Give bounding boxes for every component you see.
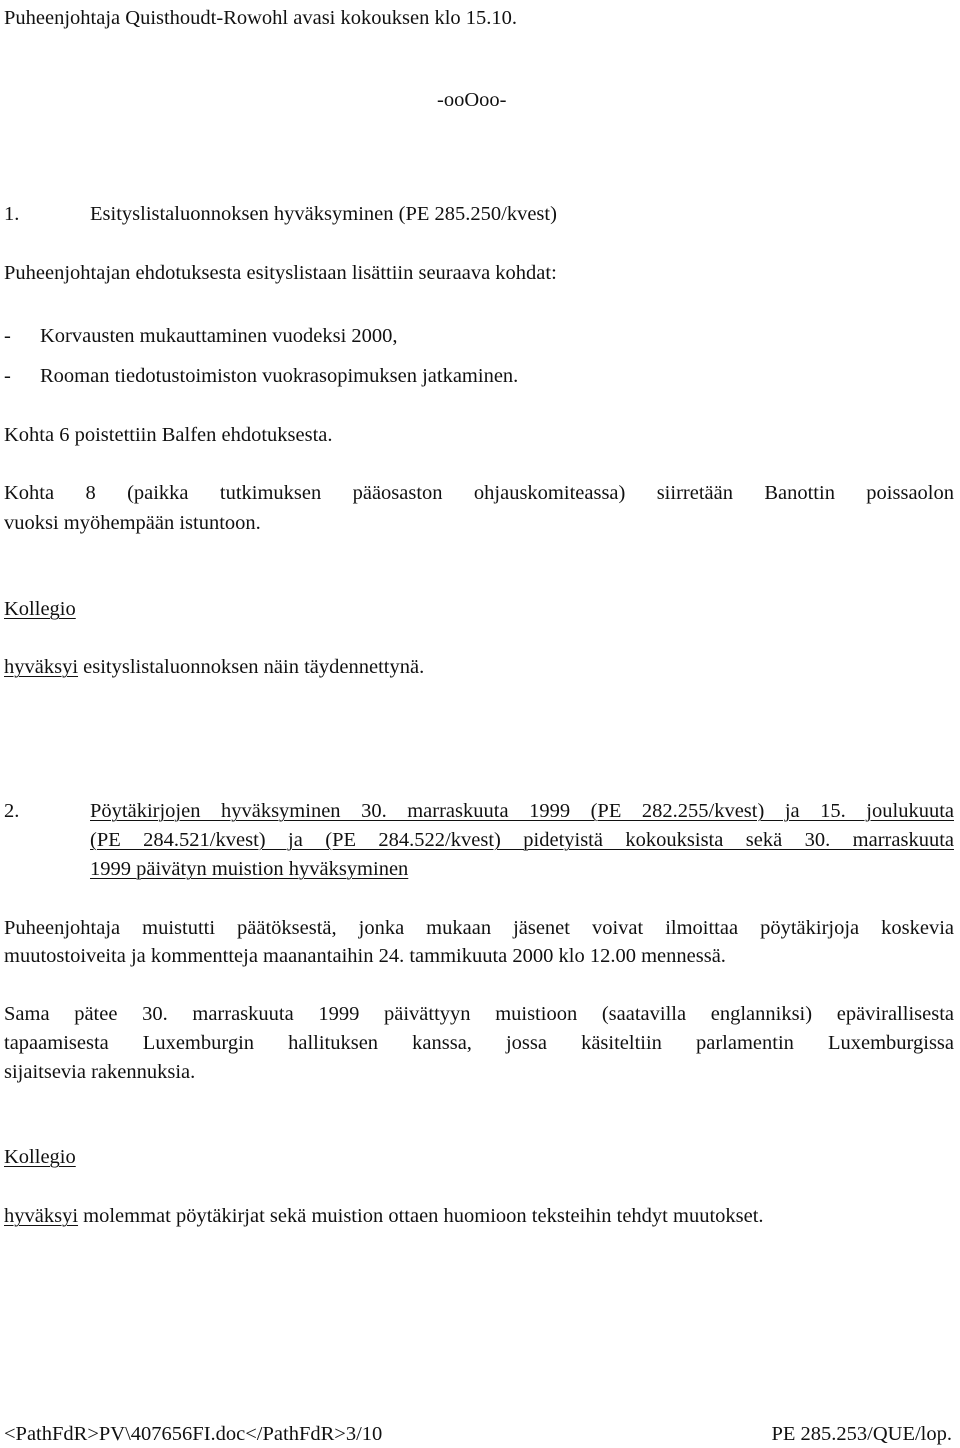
footer-path: <PathFdR>PV\407656FI.doc</PathFdR>3/10 xyxy=(4,1423,383,1445)
separator: -ooOoo- xyxy=(437,89,507,111)
item2-p1-line2: muutostoiveita ja kommentteja maanantaihin 24. tammikuuta 2000 klo 12.00 mennessä. xyxy=(4,945,726,967)
bullet-dash: - xyxy=(4,365,11,387)
item2-title-line2: (PE 284.521/kvest) ja (PE 284.522/kvest) pidetyistä kokouksista sekä 30. marraskuuta xyxy=(90,829,954,851)
item1-decision-text: esityslistaluonnoksen näin täydennettynä. xyxy=(78,656,425,678)
item1-college-heading: Kollegio xyxy=(4,598,76,620)
item2-decision-verb: hyväksyi xyxy=(4,1205,79,1227)
item2-title-line1: Pöytäkirjojen hyväksyminen 30. marraskuuta 1999 (PE 282.255/kvest) ja 15. joulukuuta xyxy=(90,800,954,822)
list-item: Korvausten mukauttaminen vuodeksi 2000, xyxy=(40,325,398,347)
footer-reference: PE 285.253/QUE/lop. xyxy=(771,1423,952,1445)
item1-number: 1. xyxy=(4,203,20,225)
item1-decision xyxy=(4,653,424,681)
item2-number: 2. xyxy=(4,800,20,822)
item2-p2-line3: sijaitsevia rakennuksia. xyxy=(4,1061,196,1083)
item1-postponed-line1: Kohta 8 (paikka tutkimuksen pääosaston ohjauskomiteassa) siirretään Banottin poissaolon xyxy=(4,482,954,504)
item2-p1-line1: Puheenjohtaja muistutti päätöksestä, jonka mukaan jäsenet voivat ilmoittaa pöytäkirjoja koskevia xyxy=(4,917,954,939)
item2-p2-line2: tapaamisesta Luxemburgin hallituksen kanssa, jossa käsiteltiin parlamentin Luxemburgissa xyxy=(4,1032,954,1054)
item1-postponed-line2: vuoksi myöhempään istuntoon. xyxy=(4,512,261,534)
item2-title-line3: 1999 päivätyn muistion hyväksyminen xyxy=(90,858,409,880)
item1-removed-note: Kohta 6 poistettiin Balfen ehdotuksesta. xyxy=(4,424,333,446)
item1-intro: Puheenjohtajan ehdotuksesta esityslistaan lisättiin seuraava kohdat: xyxy=(4,262,557,284)
item1-decision-verb: hyväksyi xyxy=(4,656,79,678)
list-item: Rooman tiedotustoimiston vuokrasopimuksen jatkaminen. xyxy=(40,365,519,387)
bullet-dash: - xyxy=(4,325,11,347)
item2-decision xyxy=(4,1202,764,1230)
opening-line: Puheenjohtaja Quisthoudt-Rowohl avasi kokouksen klo 15.10. xyxy=(4,7,518,29)
item1-title: Esityslistaluonnoksen hyväksyminen (PE 285.250/kvest) xyxy=(90,203,557,225)
item2-college-heading: Kollegio xyxy=(4,1146,76,1168)
item2-p2-line1: Sama pätee 30. marraskuuta 1999 päivättyyn muistioon (saatavilla englanniksi) epävirallisesta xyxy=(4,1003,954,1025)
item2-decision-text: molemmat pöytäkirjat sekä muistion ottaen huomioon teksteihin tehdyt muutokset. xyxy=(78,1205,764,1227)
